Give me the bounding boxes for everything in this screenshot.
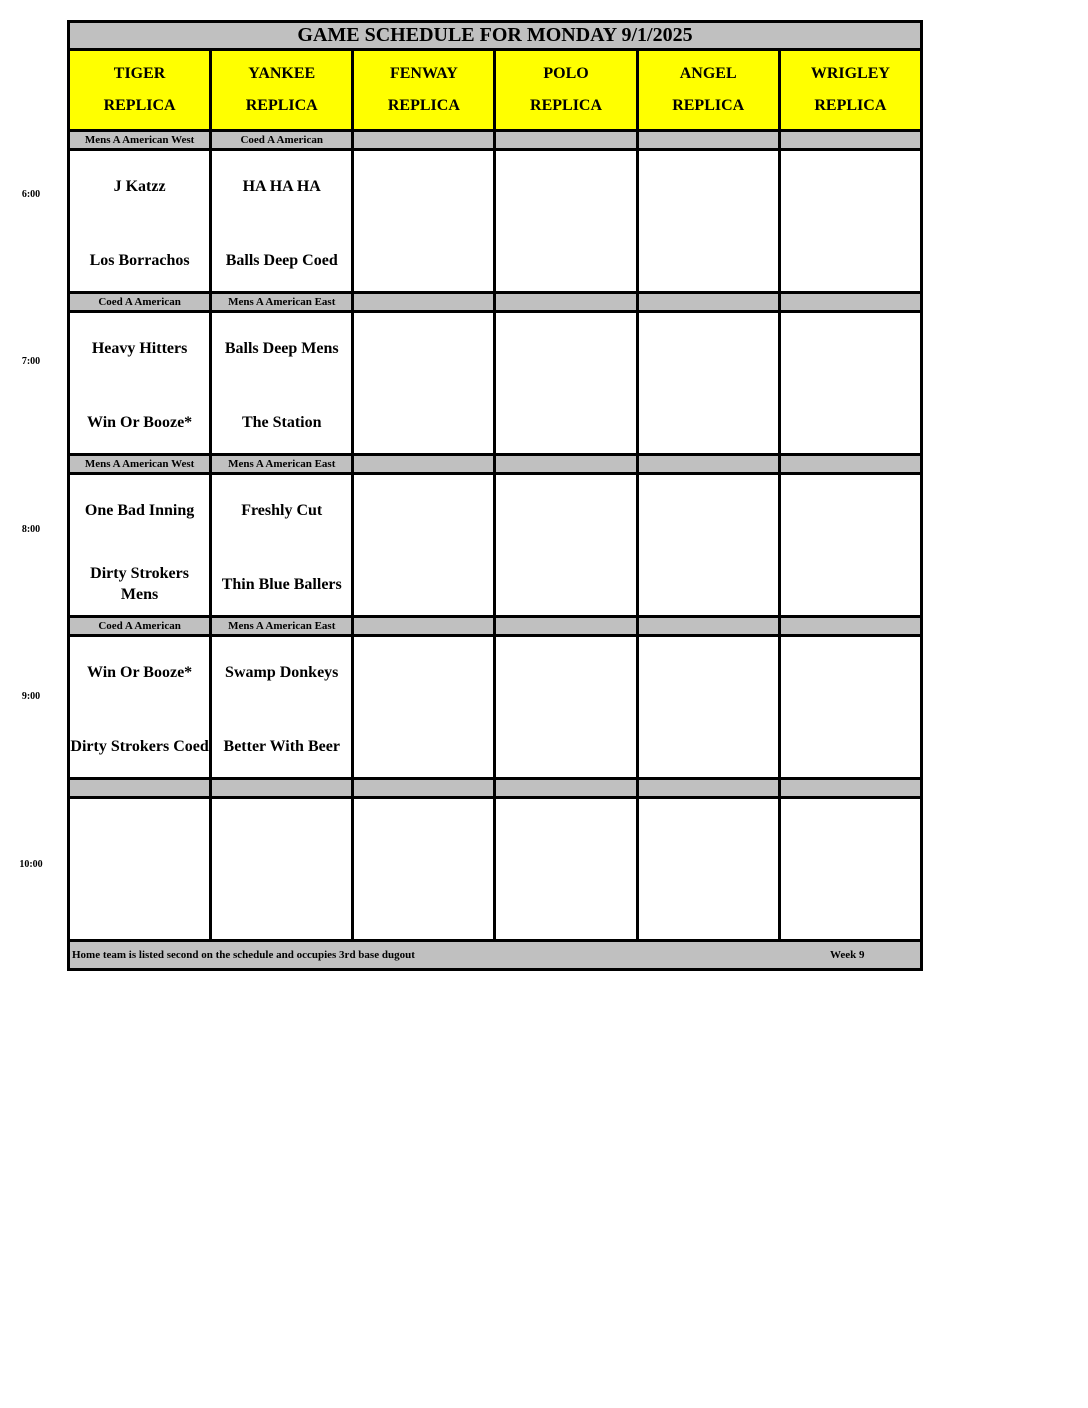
away-team [212, 813, 351, 855]
title-row [69, 22, 922, 50]
home-team [354, 401, 493, 443]
game-cell [637, 312, 779, 455]
away-team [781, 489, 920, 531]
game-cell [353, 474, 495, 617]
field-header [779, 50, 921, 131]
division-label [779, 293, 921, 312]
division-label [353, 293, 495, 312]
game-cell [779, 312, 921, 455]
division-row [69, 293, 922, 312]
game-cell [637, 474, 779, 617]
home-team: Dirty Strokers Coed [70, 737, 209, 755]
division-label [495, 131, 637, 150]
away-team [496, 813, 635, 855]
division-label: Mens A American East [211, 293, 353, 312]
away-team [781, 165, 920, 207]
division-label: Mens A American East [211, 455, 353, 474]
away-team [496, 651, 635, 693]
division-label [495, 293, 637, 312]
home-team [639, 887, 778, 929]
away-team: Heavy Hitters [91, 339, 188, 357]
home-team [496, 401, 635, 443]
home-team [354, 887, 493, 929]
home-team [781, 401, 920, 443]
away-team [354, 489, 493, 531]
field-type: REPLICA [103, 97, 176, 114]
home-team: Balls Deep Coed [225, 251, 338, 269]
week-label: Week 9 [830, 949, 865, 961]
home-team: Win Or Booze* [86, 413, 193, 431]
division-row [69, 131, 922, 150]
away-team [781, 813, 920, 855]
home-team [496, 239, 635, 281]
home-team: Thin Blue Ballers [221, 575, 342, 593]
game-cell [495, 150, 637, 293]
home-team [496, 887, 635, 929]
field-type: REPLICA [672, 97, 745, 114]
division-label: Mens A American West [69, 131, 211, 150]
away-team [639, 489, 778, 531]
field-name: ANGEL [679, 65, 737, 82]
away-team [639, 165, 778, 207]
division-label: Mens A American East [211, 617, 353, 636]
game-cell [353, 150, 495, 293]
away-team [354, 165, 493, 207]
away-team: J Katzz [113, 177, 166, 195]
away-team [781, 651, 920, 693]
away-team: Swamp Donkeys [225, 663, 339, 681]
home-team: Better With Beer [223, 737, 340, 755]
home-team [781, 239, 920, 281]
time-label: 9:00 [21, 691, 41, 702]
field-header-row [69, 50, 922, 131]
game-row [69, 312, 922, 455]
division-row [69, 455, 922, 474]
game-cell [637, 798, 779, 941]
division-label [495, 617, 637, 636]
home-team [70, 887, 209, 929]
division-label: Coed A American [211, 131, 353, 150]
division-label [353, 455, 495, 474]
home-team [781, 725, 920, 767]
field-header [353, 50, 495, 131]
away-team [639, 651, 778, 693]
field-header [495, 50, 637, 131]
field-type: REPLICA [814, 97, 887, 114]
game-cell [211, 798, 353, 941]
away-team: One Bad Inning [84, 501, 195, 519]
division-label [353, 131, 495, 150]
division-label [637, 779, 779, 798]
footer-row [69, 941, 922, 970]
home-team [639, 239, 778, 281]
home-team [212, 887, 351, 929]
field-name: TIGER [113, 65, 166, 82]
home-team: Los Borrachos [89, 251, 190, 269]
game-cell [69, 312, 211, 455]
game-cell [69, 474, 211, 617]
game-cell [779, 798, 921, 941]
home-team [354, 239, 493, 281]
division-label: Mens A American West [69, 455, 211, 474]
game-cell [353, 798, 495, 941]
away-team: HA HA HA [242, 177, 321, 195]
schedule-title: GAME SCHEDULE FOR MONDAY 9/1/2025 [69, 22, 922, 50]
division-label [495, 455, 637, 474]
division-label [69, 779, 211, 798]
away-team [70, 813, 209, 855]
home-team [354, 563, 493, 605]
home-team [496, 725, 635, 767]
away-team [354, 327, 493, 369]
game-cell [353, 636, 495, 779]
footer-note: Home team is listed second on the schedule and occupies 3rd base dugout [72, 949, 415, 961]
game-row [69, 798, 922, 941]
game-row [69, 474, 922, 617]
field-header [69, 50, 211, 131]
field-type: REPLICA [530, 97, 603, 114]
game-cell [779, 636, 921, 779]
division-row [69, 779, 922, 798]
division-label [779, 617, 921, 636]
game-cell [211, 474, 353, 617]
away-team [354, 813, 493, 855]
game-cell [495, 312, 637, 455]
time-label: 8:00 [21, 524, 41, 535]
field-header [637, 50, 779, 131]
field-type: REPLICA [245, 97, 318, 114]
home-team [781, 887, 920, 929]
division-label [353, 779, 495, 798]
game-cell [637, 636, 779, 779]
division-label [637, 131, 779, 150]
home-team [639, 563, 778, 605]
division-label: Coed A American [69, 617, 211, 636]
division-label [637, 617, 779, 636]
game-cell [353, 312, 495, 455]
footer [69, 941, 922, 970]
home-team [639, 725, 778, 767]
away-team: Win Or Booze* [86, 663, 193, 681]
time-label: 6:00 [21, 189, 41, 200]
field-name: YANKEE [248, 65, 316, 82]
division-row [69, 617, 922, 636]
game-cell [779, 474, 921, 617]
division-label: Coed A American [69, 293, 211, 312]
division-label [637, 455, 779, 474]
game-cell [211, 636, 353, 779]
home-team [781, 563, 920, 605]
game-row [69, 150, 922, 293]
game-row [69, 636, 922, 779]
game-cell [69, 798, 211, 941]
game-cell [495, 798, 637, 941]
division-label [495, 779, 637, 798]
home-team: The Station [241, 413, 322, 431]
away-team [496, 327, 635, 369]
division-label [211, 779, 353, 798]
away-team [639, 327, 778, 369]
game-schedule-table [67, 20, 923, 971]
field-header [211, 50, 353, 131]
division-label [779, 131, 921, 150]
away-team: Balls Deep Mens [224, 339, 339, 357]
game-cell [69, 636, 211, 779]
away-team [639, 813, 778, 855]
home-team [496, 563, 635, 605]
game-cell [637, 150, 779, 293]
division-label [353, 617, 495, 636]
away-team [496, 165, 635, 207]
away-team [781, 327, 920, 369]
away-team [354, 651, 493, 693]
field-name: POLO [543, 65, 589, 82]
division-label [637, 293, 779, 312]
away-team: Freshly Cut [241, 501, 323, 519]
field-type: REPLICA [387, 97, 460, 114]
field-name: WRIGLEY [810, 65, 890, 82]
time-label: 7:00 [21, 356, 41, 367]
field-name: FENWAY [389, 65, 458, 82]
away-team [496, 489, 635, 531]
game-cell [779, 150, 921, 293]
game-cell [69, 150, 211, 293]
home-team: Dirty Strokers Mens [90, 565, 189, 603]
game-cell [495, 474, 637, 617]
game-cell [211, 150, 353, 293]
home-team [639, 401, 778, 443]
division-label [779, 455, 921, 474]
time-label: 10:00 [19, 859, 43, 870]
division-label [779, 779, 921, 798]
game-cell [211, 312, 353, 455]
home-team [354, 725, 493, 767]
game-cell [495, 636, 637, 779]
